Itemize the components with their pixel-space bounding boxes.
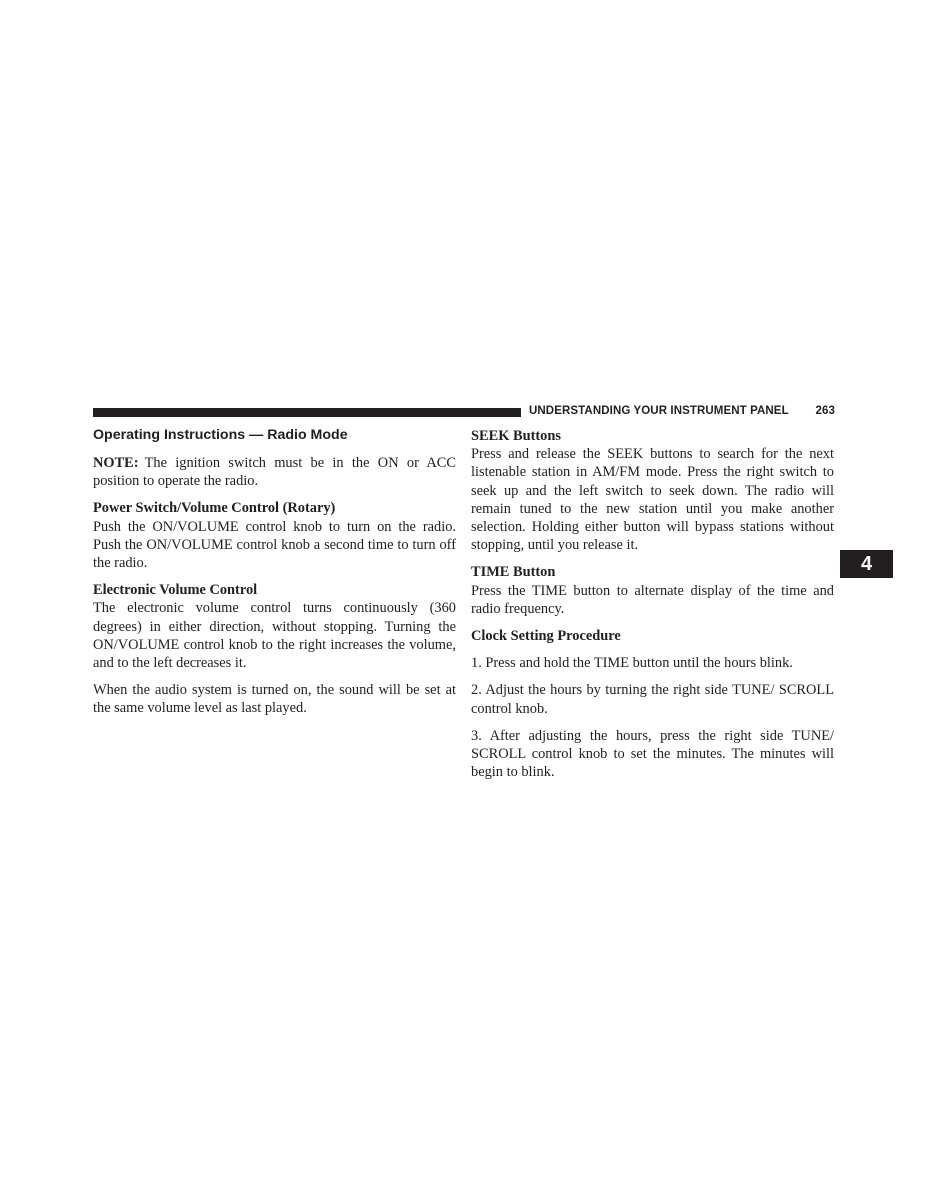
chapter-tab: 4 — [840, 550, 893, 578]
seek-text: Press and release the SEEK buttons to search for the next listenable station in AM/FM mode. Press the right switch to seek up and the left switch to seek down. The radio will remain tuned to the new station until you make another selection. Holding either button will bypass stations without stopping, until you release it. — [471, 446, 834, 554]
power-heading: Power Switch/Volume Control (Rotary) — [93, 500, 336, 517]
right-column — [471, 426, 834, 790]
running-head — [529, 405, 835, 417]
volume-text: The electronic volume control turns continuously (360 degrees) in either direction, without stopping. Turning the ON/VOLUME control knob to the right increases the volume, and to the left decreases it. — [93, 600, 456, 672]
note-text: The ignition switch must be in the ON or ACC position to operate the radio. — [93, 455, 456, 490]
note-label: NOTE: — [93, 455, 139, 471]
power-text: Push the ON/VOLUME control knob to turn on the radio. Push the ON/VOLUME control knob a second time to turn off the radio. — [93, 518, 456, 572]
seek-heading: SEEK Buttons — [471, 428, 561, 444]
time-text: Press the TIME button to alternate display of the time and radio frequency. — [471, 582, 834, 617]
note-paragraph — [93, 454, 456, 490]
running-title: UNDERSTANDING YOUR INSTRUMENT PANEL — [529, 405, 789, 417]
clock-step-1: 1. Press and hold the TIME button until the hours blink. — [471, 655, 793, 672]
section-title: Operating Instructions — Radio Mode — [93, 427, 348, 443]
page-number: 263 — [815, 405, 835, 417]
audio-text: When the audio system is turned on, the sound will be set at the same volume level as last played. — [93, 682, 456, 717]
clock-heading: Clock Setting Procedure — [471, 628, 621, 645]
header-rule — [93, 408, 521, 417]
time-heading: TIME Button — [471, 564, 556, 581]
clock-step-3: 3. After adjusting the hours, press the right side TUNE/ SCROLL control knob to set the minutes. The minutes will begin to blink. — [471, 727, 834, 781]
volume-heading: Electronic Volume Control — [93, 582, 258, 599]
clock-step-2: 2. Adjust the hours by turning the right side TUNE/ SCROLL control knob. — [471, 682, 834, 717]
left-column — [93, 426, 456, 727]
